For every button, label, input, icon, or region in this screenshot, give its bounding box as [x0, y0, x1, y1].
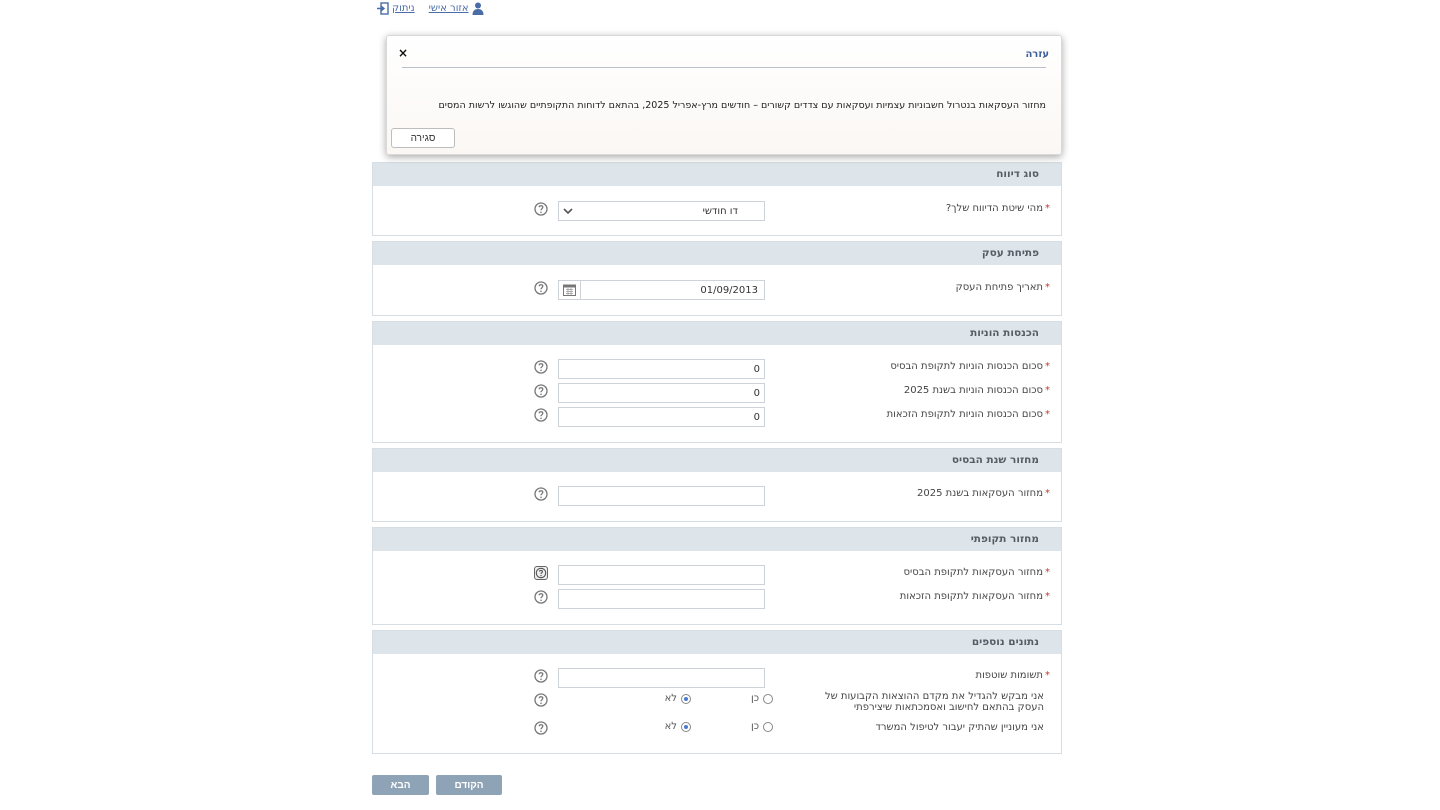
- periodic-base-label: *מחזור העסקאות לתקופת הבסיס: [903, 567, 1050, 578]
- opening-date-label: *תאריך פתיחת העסק: [955, 282, 1050, 293]
- reporting-method-select[interactable]: [558, 201, 765, 221]
- section-business-opening: [372, 241, 1062, 316]
- modal-divider: [402, 67, 1046, 68]
- personal-area-label: אזור אישי: [428, 2, 469, 14]
- nav-buttons: [372, 775, 502, 795]
- previous-button[interactable]: הקודם: [436, 775, 502, 795]
- income-entitlement-input[interactable]: 0: [558, 407, 765, 427]
- opening-date-input[interactable]: [558, 280, 765, 300]
- logout-link[interactable]: [376, 2, 415, 15]
- help-icon[interactable]: [534, 202, 548, 216]
- section-title: פתיחת עסק: [373, 242, 1061, 265]
- help-icon[interactable]: [534, 487, 548, 501]
- help-icon[interactable]: [534, 566, 548, 580]
- help-modal: [386, 35, 1062, 155]
- radio-circle-selected[interactable]: [681, 722, 691, 732]
- close-icon[interactable]: ×: [398, 46, 409, 60]
- base-year-turnover-input[interactable]: [558, 486, 765, 506]
- transfer-office-label: אני מעוניין שהתיק יעבור לטיפול המשרד: [875, 722, 1044, 733]
- modal-title: עזרה: [1025, 49, 1049, 60]
- income-year-input[interactable]: 0: [558, 383, 765, 403]
- radio-circle[interactable]: [763, 694, 773, 704]
- help-icon[interactable]: [534, 693, 548, 707]
- help-icon[interactable]: [534, 360, 548, 374]
- income-entitlement-label: *סכום הכנסות הוניות לתקופת הזכאות: [886, 409, 1050, 420]
- section-title: הכנסות הוניות: [373, 322, 1061, 345]
- periodic-entitlement-input[interactable]: [558, 589, 765, 609]
- section-title: סוג דיווח: [373, 163, 1061, 186]
- increase-expenses-label: אני מבקש להגדיל את מקדם ההוצאות הקבועות של העסק בהתאם לחישוב ואסמכתאות שיצירפתי: [824, 691, 1044, 713]
- section-additional-data: [372, 630, 1062, 754]
- section-base-year-turnover: [372, 448, 1062, 522]
- help-icon[interactable]: [534, 721, 548, 735]
- section-title: מחזור שנת הבסיס: [373, 449, 1061, 472]
- help-icon[interactable]: [534, 590, 548, 604]
- increase-no-option[interactable]: לא: [665, 693, 691, 704]
- transfer-yes-option[interactable]: כן: [751, 721, 773, 732]
- increase-yes-option[interactable]: כן: [751, 693, 773, 704]
- section-capital-income: [372, 321, 1062, 443]
- income-year-label: *סכום הכנסות הוניות בשנת 2025: [903, 385, 1050, 396]
- transfer-office-radio-group: [663, 721, 773, 737]
- next-button[interactable]: הבא: [372, 775, 429, 795]
- current-inputs-label: *תשומות שוטפות: [975, 670, 1050, 681]
- help-icon[interactable]: [534, 281, 548, 295]
- opening-date-value: 01/09/2013: [700, 285, 758, 296]
- income-base-label: *סכום הכנסות הוניות לתקופת הבסיס: [890, 361, 1050, 372]
- section-title: מחזור תקופתי: [373, 528, 1061, 551]
- reporting-method-label: *מהי שיטת הדיווח שלך?: [945, 203, 1050, 214]
- modal-text: מחזור העסקאות בנטרול חשבוניות עצמיות ועסקאות עם צדדים קשורים – חודשים מרץ-אפריל 2025, בהתאם לדוחות התקופתיים שהוגשו לרשות המסים: [438, 100, 1046, 111]
- user-icon: [472, 2, 484, 15]
- help-icon[interactable]: [534, 669, 548, 683]
- chevron-down-icon: [562, 206, 574, 216]
- section-title: נתונים נוספים: [373, 631, 1061, 654]
- base-year-turnover-label: *מחזור העסקאות בשנת 2025: [917, 488, 1050, 499]
- calendar-icon: [563, 284, 576, 296]
- income-base-input[interactable]: 0: [558, 359, 765, 379]
- increase-expenses-radio-group: [663, 693, 773, 709]
- personal-area-link[interactable]: [429, 2, 484, 15]
- form-main: [372, 162, 1062, 759]
- reporting-method-value: דו חודשי: [702, 206, 738, 217]
- radio-circle[interactable]: [763, 722, 773, 732]
- help-icon[interactable]: [534, 408, 548, 422]
- section-periodic-turnover: [372, 527, 1062, 625]
- periodic-base-input[interactable]: [558, 565, 765, 585]
- current-inputs-input[interactable]: [558, 668, 765, 688]
- radio-circle-selected[interactable]: [681, 694, 691, 704]
- logout-label: ניתוק: [392, 2, 415, 14]
- logout-icon: [376, 2, 389, 15]
- help-icon[interactable]: [534, 384, 548, 398]
- calendar-button[interactable]: [559, 281, 581, 299]
- periodic-entitlement-label: *מחזור העסקאות לתקופת הזכאות: [899, 591, 1050, 602]
- transfer-no-option[interactable]: לא: [665, 721, 691, 732]
- modal-close-button[interactable]: סגירה: [391, 128, 455, 148]
- section-reporting-type: [372, 162, 1062, 236]
- top-bar: [376, 0, 484, 16]
